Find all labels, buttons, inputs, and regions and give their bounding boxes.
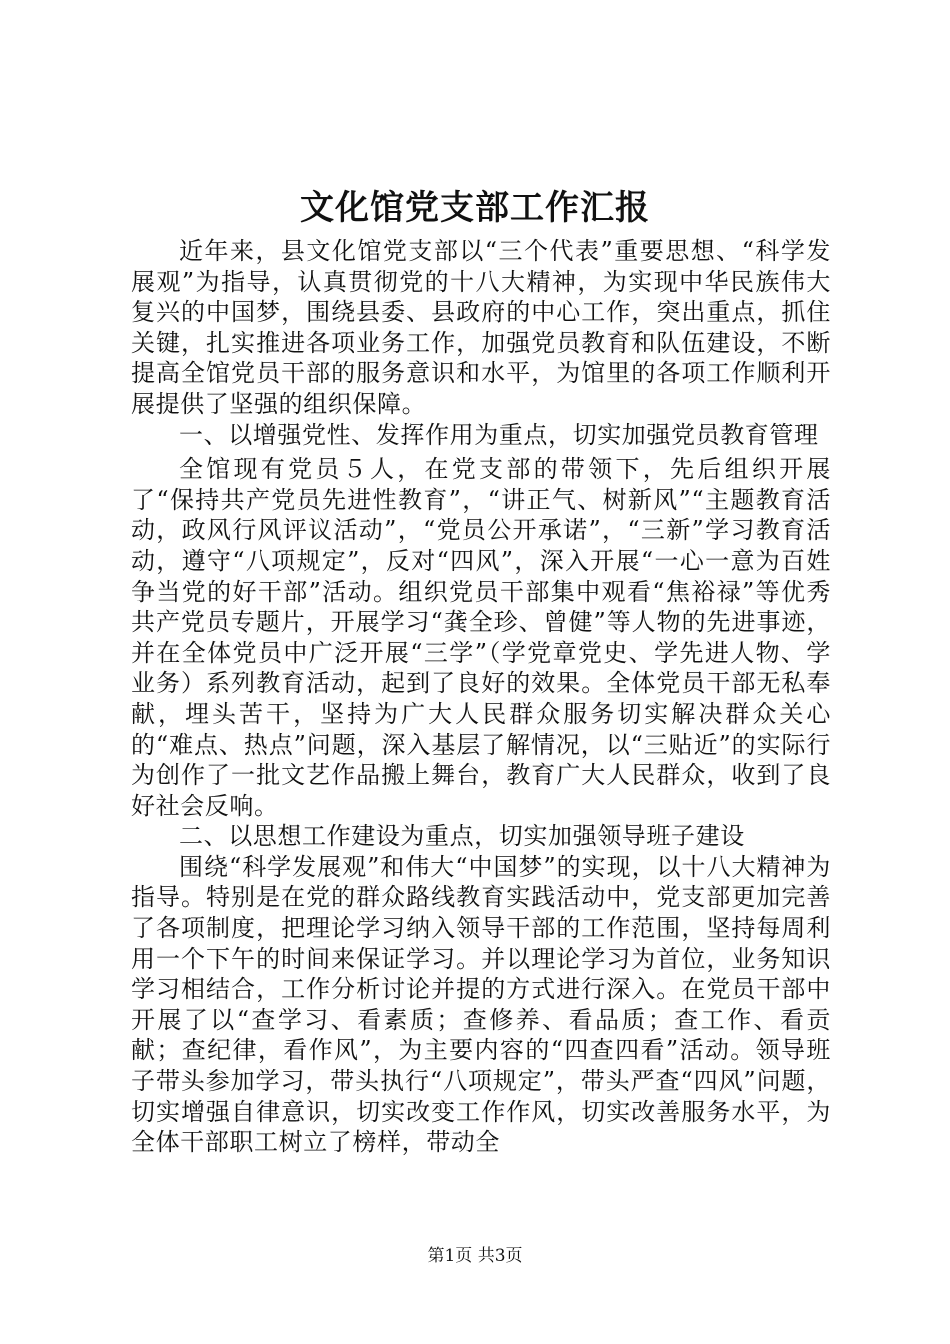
- page-footer: 第1页 共3页: [427, 1246, 523, 1266]
- section-heading-2: 二、以思想工作建设为重点，切实加强领导班子建设: [179, 822, 745, 851]
- document-body: [131, 236, 831, 1158]
- section-1-paragraph: 全馆现有党员５人，在党支部的带领下，先后组织开展了“保持共产党员先进性教育”，“讲正气、树新风”“主题教育活动，政风行风评议活动”，“党员公开承诺”，“三新”学习教育活动，遵守“八项规定”，反对“四风”，深入开展“一心一意为百姓争当党的好干部”活动。组织党员干部集中观看“焦裕禄”等优秀共产党员专题片，开展学习“龚全珍、曾健”等人物的先进事迹，并在全体党员中广泛开展“三学”（学党章党史、学先进人物、学业务）系列教育活动，起到了良好的效果。全体党员干部无私奉献，埋头苦干，坚持为广大人民群众服务切实解决群众关心的“难点、热点”问题，深入基层了解情况，以“三贴近”的实际行为创作了一批文艺作品搬上舞台，教育广大人民群众，收到了良好社会反响。: [131, 455, 831, 820]
- section-2-paragraph: 围绕“科学发展观”和伟大“中国梦”的实现，以十八大精神为指导。特别是在党的群众路线教育实践活动中，党支部更加完善了各项制度，把理论学习纳入领导干部的工作范围，坚持每周利用一个下午的时间来保证学习。并以理论学习为首位，业务知识学习相结合，工作分析讨论并提的方式进行深入。在党员干部中开展了以“查学习、看素质；查修养、看品质；查工作、看贡献；查纪律，看作风”，为主要内容的“四查四看”活动。领导班子带头参加学习，带头执行“八项规定”，带头严查“四风”问题，切实增强自律意识，切实改变工作作风，切实改善服务水平，为全体干部职工树立了榜样，带动全: [131, 852, 831, 1157]
- intro-paragraph: 近年来，县文化馆党支部以“三个代表”重要思想、“科学发展观”为指导，认真贯彻党的十八大精神，为实现中华民族伟大复兴的中国梦，围绕县委、县政府的中心工作，突出重点，抓住关键，扎实推进各项业务工作，加强党员教育和队伍建设，不断提高全馆党员干部的服务意识和水平，为馆里的各项工作顺利开展提供了坚强的组织保障。: [131, 237, 831, 418]
- section-heading-1: 一、以增强党性、发挥作用为重点，切实加强党员教育管理: [179, 420, 819, 449]
- document-title: 文化馆党支部工作汇报: [300, 188, 650, 228]
